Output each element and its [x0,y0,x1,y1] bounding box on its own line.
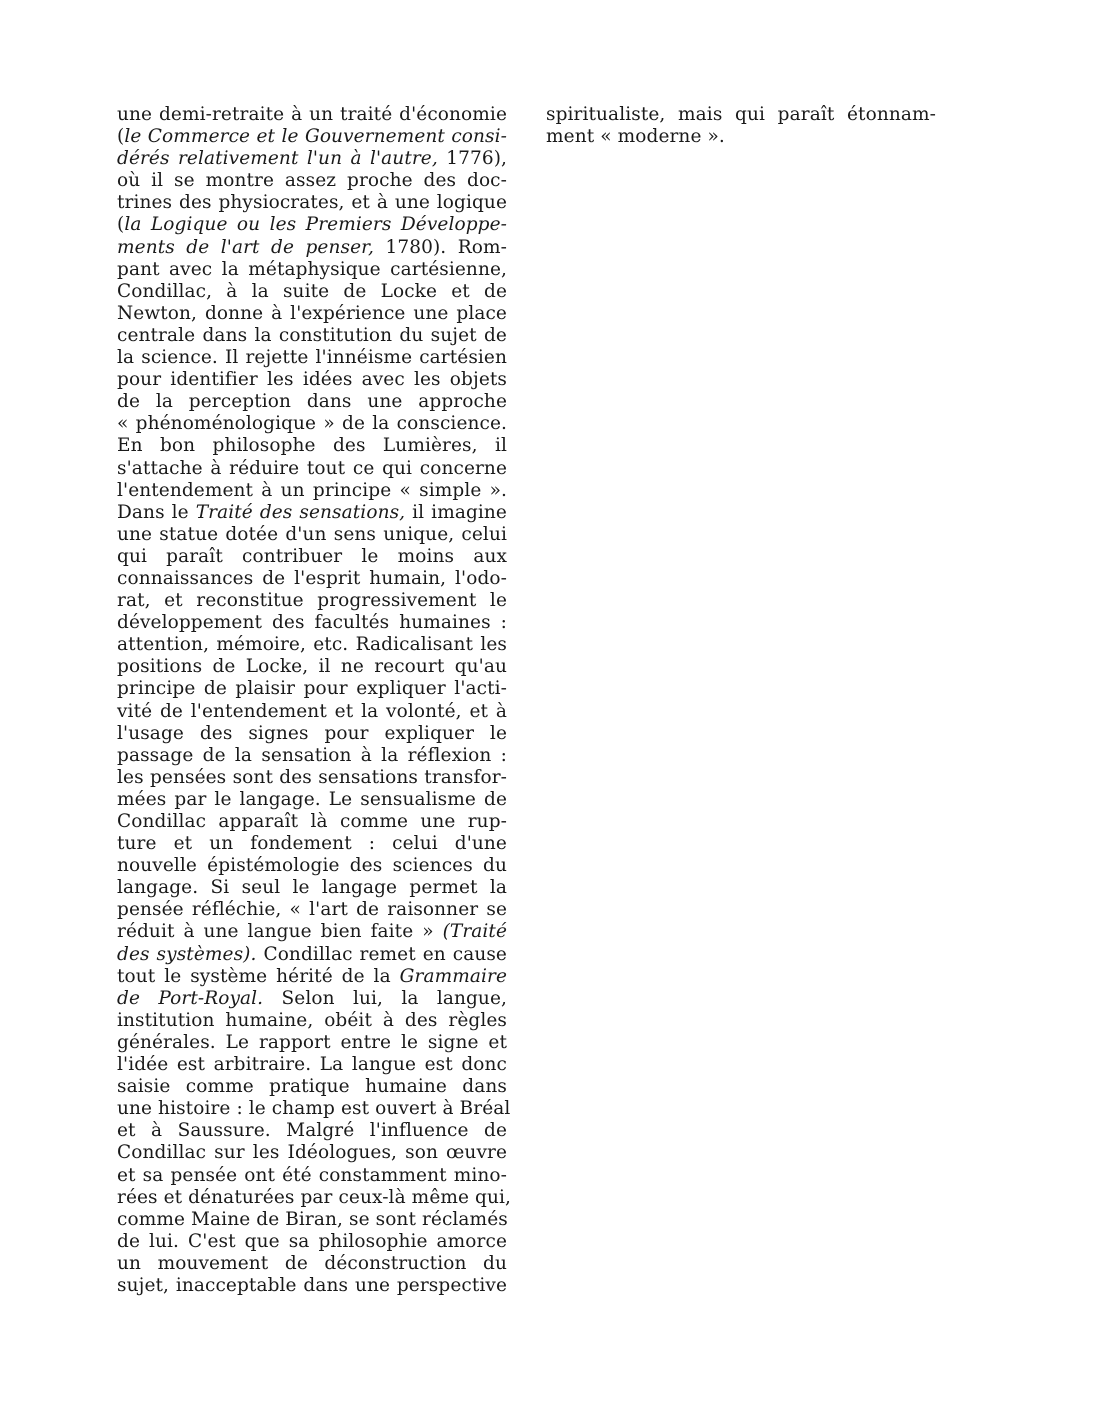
text-segment: spiritualiste, mais qui paraît étonnam- [546,104,936,125]
text-line [117,1231,507,1253]
italic-text-segment: la Logique ou les Premiers Développe- [124,214,507,236]
text-line [117,1120,507,1142]
italic-text-segment: de Port-Royal. [117,987,264,1009]
text-segment: comme Maine de Biran, se sont réclamés [117,1208,508,1230]
text-segment: En bon philosophe des Lumières, il [117,435,507,457]
text-segment: pant avec la métaphysique cartésienne, [117,258,507,280]
text-segment: Condillac sur les Idéologues, son œuvre [117,1142,507,1164]
text-line [117,435,507,457]
text-line [117,104,507,126]
text-segment: connaissances de l'esprit humain, l'odo- [117,567,507,589]
text-segment: positions de Locke, il ne recourt qu'au [117,656,507,678]
text-segment: institution humaine, obéit à des règles [117,1009,507,1031]
text-segment: saisie comme pratique humaine dans [117,1076,507,1098]
text-segment: et à Saussure. Malgré l'influence de [117,1120,507,1142]
italic-text-segment: Traité des sensations, [195,501,406,523]
text-line [117,524,507,546]
italic-text-segment: ments de l'art de penser, [117,236,375,258]
text-segment: de lui. C'est que sa philosophie amorce [117,1230,507,1252]
text-segment: centrale dans la constitution du sujet de [117,324,507,346]
text-line [117,1142,507,1164]
text-segment: générales. Le rapport entre le signe et [117,1031,507,1053]
text-line [117,1186,511,1209]
text-line [117,1209,507,1231]
text-line [117,1275,507,1297]
text-segment: réduit à une langue bien faite » [117,921,443,943]
text-line [546,126,936,148]
text-line [117,701,507,723]
text-line [117,126,507,148]
text-segment: Newton, donne à l'expérience une place [117,302,507,324]
text-segment: attention, mémoire, etc. Radicalisant les [117,634,507,656]
text-line [117,1010,507,1032]
text-segment: passage de la sensation à la réflexion : [117,744,507,766]
text-segment: pour identifier les idées avec les objets [117,369,507,391]
text-segment: ture et un fondement : celui d'une [117,833,507,855]
text-line [117,325,507,347]
text-line [117,1098,511,1120]
text-segment: Condillac apparaît là comme une rup- [117,811,507,832]
text-line [117,612,507,634]
text-segment: Condillac, à la suite de Locke et de [117,280,507,302]
text-line [117,413,507,435]
text-segment: trines des physiocrates, et à une logique [117,192,507,214]
text-segment: ( [117,126,125,148]
text-line [117,1054,507,1076]
text-segment: s'attache à réduire tout ce qui concerne [117,457,507,479]
text-line [117,921,507,943]
text-line [117,723,507,745]
text-segment: un mouvement de déconstruction du [117,1252,507,1274]
text-line [117,170,507,192]
text-line [117,634,507,656]
left-text-column [117,104,511,1297]
text-segment: et sa pensée ont été constamment mino- [117,1164,507,1186]
text-segment: une statue dotée d'un sens unique, celui [117,523,507,545]
text-line [117,833,507,855]
text-segment: ( [117,214,125,236]
text-line [117,767,507,789]
text-line [117,590,507,612]
text-line [117,811,507,833]
text-line [117,502,507,524]
text-segment: pensée réfléchie, « l'art de raisonner se [117,899,507,921]
text-line [117,656,507,678]
text-line [117,458,507,480]
text-line [117,1165,507,1187]
text-segment: il imagine [405,501,507,523]
italic-text-segment: le Commerce et le Gouvernement consi- [124,126,507,148]
text-line [117,966,507,988]
text-line [117,347,507,369]
text-line [117,944,507,966]
text-segment: une histoire : le champ est ouvert à Bréal [117,1098,511,1120]
text-line [117,303,507,325]
text-line [117,855,507,877]
text-line [117,678,507,700]
italic-text-segment: dérés relativement l'un à l'autre, [117,148,438,170]
text-segment: qui paraît contribuer le moins aux [117,545,507,567]
text-line [117,259,507,281]
text-segment: mées par le langage. Le sensualisme de [117,788,507,810]
text-segment: les pensées sont des sensations transfor- [117,766,507,788]
text-line [117,899,507,921]
text-segment: de la perception dans une approche [117,391,507,413]
italic-text-segment: (Traité [442,921,507,943]
text-segment: ment « moderne ». [546,126,725,148]
text-line [117,480,507,502]
text-segment: l'idée est arbitraire. La langue est donc [117,1054,507,1076]
text-line [117,369,507,391]
text-line [117,1076,507,1098]
text-segment: Selon lui, la langue, [263,987,507,1009]
text-segment: l'entendement à un principe « simple ». [117,479,507,501]
text-line [117,214,507,236]
text-segment: tout le système hérité de la [117,965,400,987]
italic-text-segment: Grammaire [399,965,507,987]
text-segment: Condillac remet en cause [256,943,507,965]
text-segment: une demi-retraite à un traité d'économie [117,104,507,125]
text-line [117,192,507,214]
text-line [117,281,507,303]
right-text-column [546,104,936,148]
text-line [117,148,507,170]
text-segment: sujet, inacceptable dans une perspective [117,1274,507,1296]
text-line [117,745,507,767]
text-segment: rat, et reconstitue progressivement le [117,590,507,612]
text-segment: 1780). Rom- [374,236,507,258]
text-line [117,1032,507,1054]
text-line [117,789,507,811]
text-line [117,237,507,259]
text-line [546,104,936,126]
text-segment: « phénoménologique » de la conscience. [117,413,507,435]
text-segment: la science. Il rejette l'innéisme cartésien [117,347,507,369]
text-line [117,877,507,899]
text-line [117,391,507,413]
text-segment: rées et dénaturées par ceux-là même qui, [117,1186,511,1208]
text-line [117,546,507,568]
text-segment: langage. Si seul le langage permet la [117,877,507,899]
text-line [117,568,507,590]
text-segment: développement des facultés humaines : [117,612,507,634]
text-line [117,988,507,1010]
text-segment: où il se montre assez proche des doc- [117,170,507,192]
text-segment: principe de plaisir pour expliquer l'acti- [117,678,507,700]
text-line [117,1253,507,1275]
italic-text-segment: des systèmes). [117,943,257,965]
text-segment: l'usage des signes pour expliquer le [117,722,507,744]
text-segment: vité de l'entendement et la volonté, et à [117,700,507,722]
text-segment: nouvelle épistémologie des sciences du [117,855,507,877]
text-segment: Dans le [117,501,196,523]
text-segment: 1776), [437,148,508,170]
